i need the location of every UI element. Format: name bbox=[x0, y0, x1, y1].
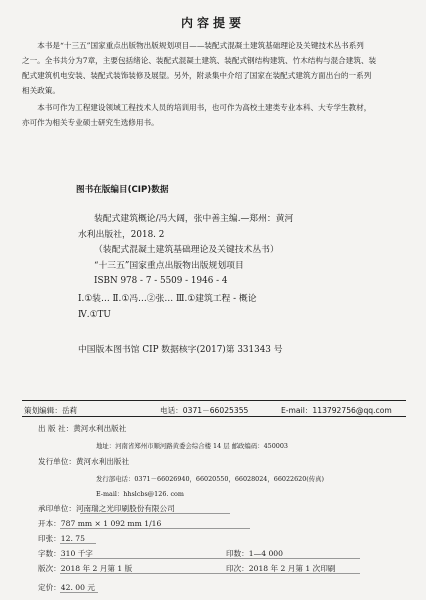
classification-line: Ⅰ.①装… Ⅱ.①冯…②张… Ⅲ.①建筑工程 - 概论 bbox=[78, 294, 257, 304]
publisher-row bbox=[38, 423, 126, 434]
publisher-label: 出 版 社： bbox=[38, 424, 74, 433]
divider-rule bbox=[22, 416, 406, 417]
publisher-address: 地址：河南省郑州市顺河路黄委会综合楼 14 层 邮政编码：450003 bbox=[96, 442, 288, 450]
print-run: 印数：1—4 000 bbox=[226, 549, 283, 558]
summary-line: 之一。全书共分为7章，主要包括绪论、装配式混凝土建筑、装配式钢结构建筑、竹木结构与混合建筑、装 bbox=[22, 56, 377, 65]
summary-line: 本书可作为工程建设领域工程技术人员的培训用书，也可作为高校土建类专业本科、大专学生教材， bbox=[37, 103, 372, 112]
editor: 策划编辑：岳莉 bbox=[24, 406, 78, 415]
publisher-name: 黄河水利出版社 bbox=[73, 424, 127, 433]
summary-line: 亦可作为相关专业硕士研究生选修用书。 bbox=[22, 118, 159, 127]
cip-record bbox=[78, 212, 398, 290]
editor-phone: 电话：0371－66025355 bbox=[160, 406, 249, 415]
printer-label: 承印单位： bbox=[38, 504, 76, 513]
book-format: 开本：787 mm × 1 092 mm 1/16 bbox=[38, 519, 162, 528]
underline bbox=[60, 573, 360, 574]
distributor-label: 发行单位： bbox=[38, 457, 76, 466]
summary-paragraph-2 bbox=[22, 100, 406, 130]
cip-line: 水利出版社，2018. 2 bbox=[78, 229, 165, 240]
underline bbox=[60, 543, 96, 544]
page-title: 内容提要 bbox=[180, 16, 245, 30]
isbn: ISBN 978 - 7 - 5509 - 1946 - 4 bbox=[94, 276, 228, 286]
classification-line: Ⅳ.①TU bbox=[78, 309, 111, 320]
underline bbox=[60, 558, 360, 559]
divider-rule bbox=[22, 400, 406, 401]
distribution-email: E-mail：hhslcbs@126. com bbox=[96, 490, 184, 498]
printed-sheets: 印张：12. 75 bbox=[38, 534, 85, 543]
summary-line: 配式建筑机电安装、装配式装饰装修及展望。另外，附录集中介绍了国家在装配式建筑方面出台的一系列 bbox=[22, 71, 372, 80]
summary-paragraph-1 bbox=[22, 38, 406, 98]
underline bbox=[60, 528, 250, 529]
cip-classification bbox=[78, 292, 257, 323]
cip-verification-number: 中国版本图书馆 CIP 数据核字(2017)第 331343 号 bbox=[78, 345, 283, 355]
underline bbox=[80, 513, 230, 514]
cip-line: 装配式建筑概论/冯大阔，张中善主编.—郑州：黄河 bbox=[94, 214, 294, 224]
distribution-phone: 发行部电话：0371－66026940，66020550，66028024，66022620(传真) bbox=[96, 475, 325, 483]
printer-name: 河南瑞之光印刷股份有限公司 bbox=[75, 504, 175, 513]
price: 定价：42. 00 元 bbox=[38, 583, 95, 592]
summary-line: 相关政策。 bbox=[22, 86, 60, 95]
summary-line: 本书是“十三五”国家重点出版物出版规划项目——装配式混凝土建筑基础理论及关键技术丛书系列 bbox=[37, 41, 364, 50]
cip-line: “十三五”国家重点出版物出版规划项目 bbox=[94, 260, 244, 271]
edition: 版次：2018 年 2 月第 1 版 bbox=[38, 564, 133, 573]
distributor-row bbox=[38, 456, 129, 467]
cip-heading: 图书在版编目(CIP)数据 bbox=[76, 185, 169, 195]
editor-email: E-mail：113792756@qq.com bbox=[281, 406, 392, 415]
underline bbox=[60, 592, 98, 593]
cip-line: （装配式混凝土建筑基础理论及关键技术丛书） bbox=[94, 245, 279, 255]
word-count: 字数：310 千字 bbox=[38, 549, 93, 558]
impression: 印次：2018 年 2 月第 1 次印刷 bbox=[226, 564, 336, 573]
distributor-name: 黄河水利出版社 bbox=[75, 457, 130, 466]
